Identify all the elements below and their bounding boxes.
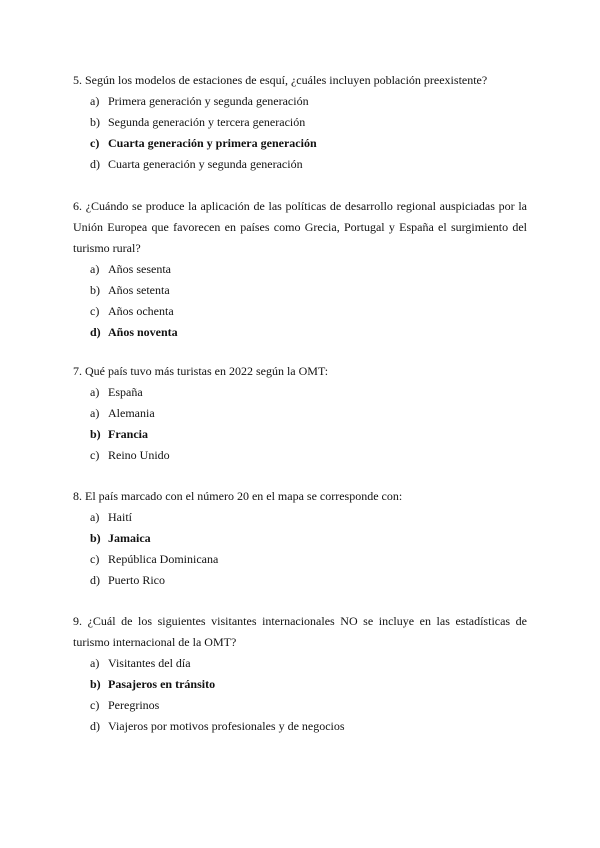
option-list <box>73 382 527 466</box>
option-letter: c) <box>90 698 100 712</box>
question-5 <box>73 70 527 175</box>
question-7 <box>73 361 527 466</box>
option-text: Jamaica <box>108 531 151 545</box>
option-item <box>73 112 527 133</box>
option-item <box>73 403 527 424</box>
option-letter: b) <box>90 427 101 441</box>
option-text: República Dominicana <box>108 552 219 566</box>
option-list <box>73 653 527 737</box>
option-item <box>73 695 527 716</box>
option-item <box>73 549 527 570</box>
option-item <box>73 280 527 301</box>
option-letter: c) <box>90 136 100 150</box>
option-list <box>73 507 527 591</box>
option-text: Alemania <box>108 406 155 420</box>
option-item <box>73 507 527 528</box>
option-text: Puerto Rico <box>108 573 165 587</box>
option-item-correct <box>73 674 527 695</box>
question-9 <box>73 611 527 737</box>
option-letter: a) <box>90 510 100 524</box>
option-item <box>73 653 527 674</box>
option-item <box>73 259 527 280</box>
option-item <box>73 445 527 466</box>
option-text: Francia <box>108 427 148 441</box>
option-letter: d) <box>90 157 100 171</box>
option-text: Años noventa <box>108 325 178 339</box>
option-text: Primera generación y segunda generación <box>108 94 309 108</box>
option-letter: a) <box>90 656 100 670</box>
option-text: Visitantes del día <box>108 656 191 670</box>
option-text: Viajeros por motivos profesionales y de negocios <box>108 719 345 733</box>
option-text: Cuarta generación y primera generación <box>108 136 317 150</box>
option-list <box>73 91 527 175</box>
option-letter: d) <box>90 573 100 587</box>
option-text: Pasajeros en tránsito <box>108 677 216 691</box>
option-letter: b) <box>90 115 100 129</box>
option-item <box>73 91 527 112</box>
option-letter: d) <box>90 325 101 339</box>
question-text: 5. Según los modelos de estaciones de esquí, ¿cuáles incluyen población preexistente? <box>73 73 488 87</box>
option-letter: b) <box>90 283 100 297</box>
option-item <box>73 154 527 175</box>
option-letter: b) <box>90 677 101 691</box>
question-6 <box>73 196 527 343</box>
option-item-correct <box>73 424 527 445</box>
option-letter: a) <box>90 406 100 420</box>
option-item-correct <box>73 133 527 154</box>
option-letter: c) <box>90 552 100 566</box>
option-letter: c) <box>90 304 100 318</box>
option-item <box>73 570 527 591</box>
option-letter: a) <box>90 262 100 276</box>
option-text: Cuarta generación y segunda generación <box>108 157 303 171</box>
option-letter: c) <box>90 448 100 462</box>
question-text: 7. Qué país tuvo más turistas en 2022 según la OMT: <box>73 364 329 378</box>
option-text: Segunda generación y tercera generación <box>108 115 306 129</box>
question-text: 6. ¿Cuándo se produce la aplicación de las políticas de desarrollo regional auspiciadas por la Unión Europea que favorecen en países como Grecia, Portugal y España el surgimiento del turismo rural? <box>73 199 527 255</box>
option-item-correct <box>73 528 527 549</box>
option-letter: d) <box>90 719 100 733</box>
option-item <box>73 382 527 403</box>
option-letter: a) <box>90 385 100 399</box>
question-8 <box>73 486 527 591</box>
option-text: Peregrinos <box>108 698 160 712</box>
option-text: Años sesenta <box>108 262 171 276</box>
option-text: Años setenta <box>108 283 170 297</box>
option-text: Años ochenta <box>108 304 174 318</box>
option-list <box>73 259 527 343</box>
option-text: Haití <box>108 510 132 524</box>
option-item <box>73 301 527 322</box>
option-item <box>73 716 527 737</box>
option-letter: a) <box>90 94 100 108</box>
option-item-correct <box>73 322 527 343</box>
option-text: España <box>108 385 143 399</box>
option-letter: b) <box>90 531 101 545</box>
question-text: 9. ¿Cuál de los siguientes visitantes internacionales NO se incluye en las estadísticas de turismo internacional de la OMT? <box>73 614 527 649</box>
option-text: Reino Unido <box>108 448 170 462</box>
question-text: 8. El país marcado con el número 20 en el mapa se corresponde con: <box>73 489 403 503</box>
